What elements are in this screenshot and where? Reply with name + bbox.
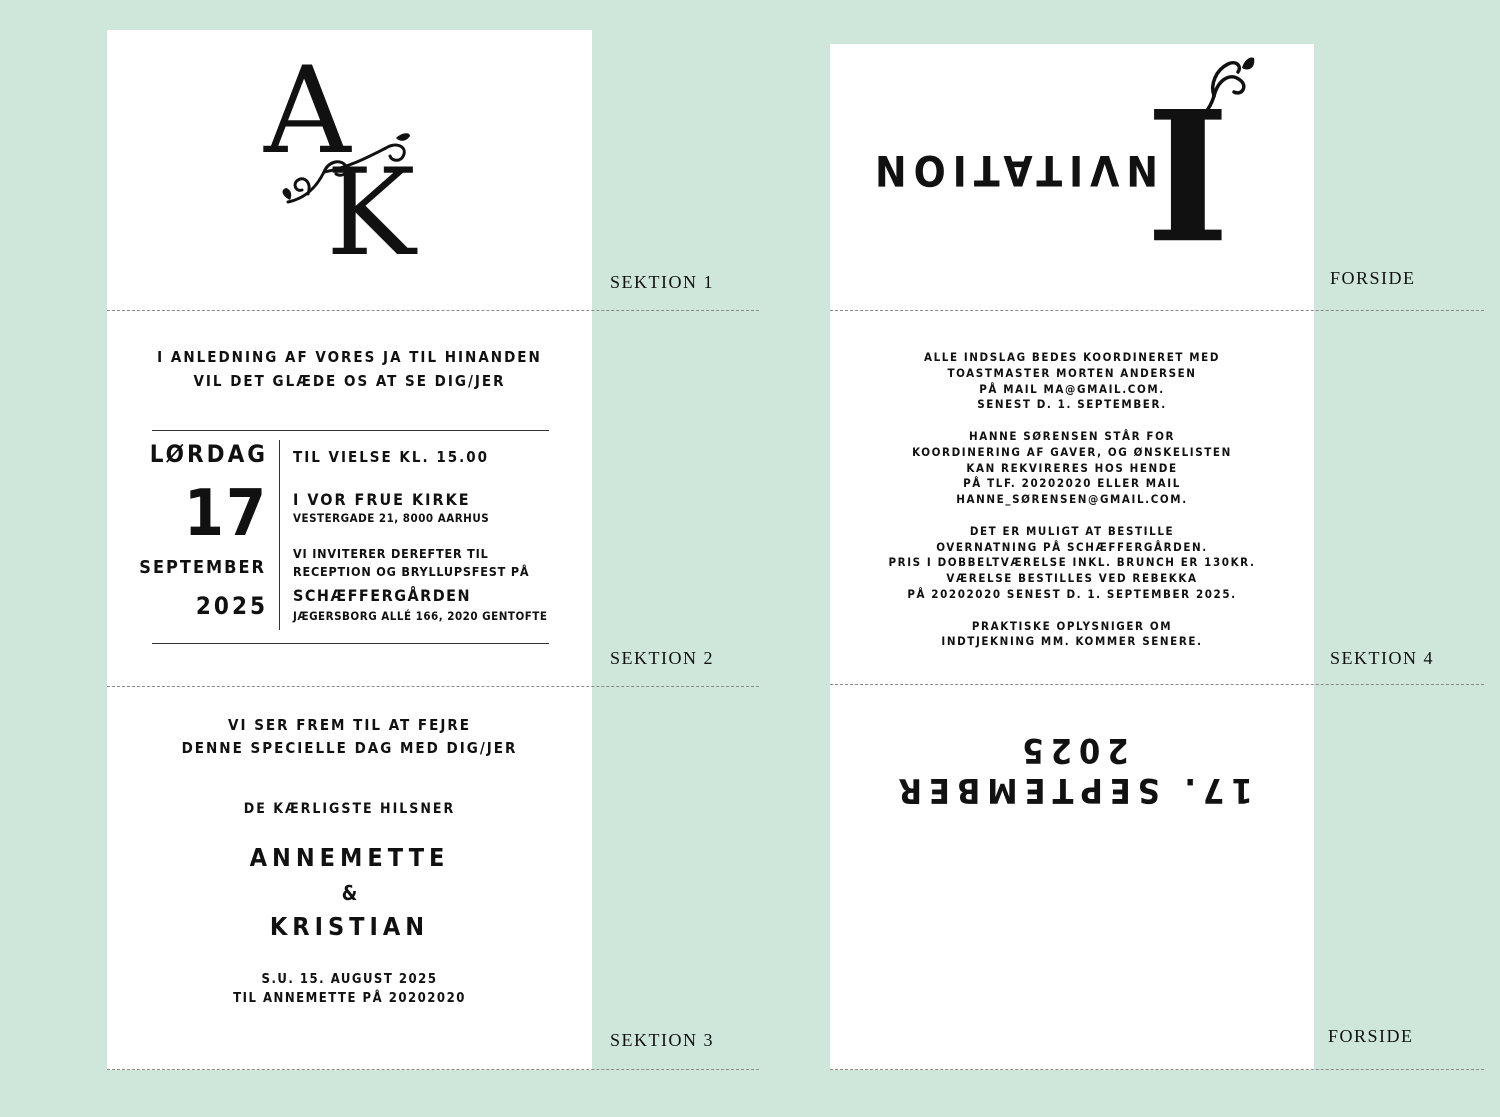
front-title-rest: NVITATION	[868, 146, 1158, 195]
fold-line-left-2	[107, 686, 759, 687]
label-forside-bottom: FORSIDE	[1328, 1026, 1414, 1046]
s4-p1-line-1: ALLE INDSLAG BEDES KOORDINERET MED	[923, 350, 1221, 364]
s4-paragraph-2	[830, 429, 1314, 508]
fold-line-left-3	[107, 1069, 759, 1070]
front-title-upside-down	[868, 60, 1290, 280]
s2-venue-name: SCHÆFFERGÅRDEN	[293, 586, 472, 605]
s2-month: SEPTEMBER	[139, 557, 266, 578]
s3-name-2: KRISTIAN	[269, 912, 430, 941]
s3-rsvp-line-1: S.U. 15. AUGUST 2025	[261, 972, 438, 987]
s4-p1-line-2: TOASTMASTER MORTEN ANDERSEN	[947, 365, 1197, 380]
s2-church-name: I VOR FRUE KIRKE	[293, 490, 471, 509]
s2-divider	[279, 440, 280, 630]
s2-top-rule	[152, 430, 549, 431]
s2-intro-line-2: VIL DET GLÆDE OS AT SE DIG/JER	[193, 372, 506, 390]
label-forside-top: FORSIDE	[1330, 268, 1416, 288]
front-date-upside-down	[830, 730, 1314, 810]
s2-day: 17	[183, 477, 268, 551]
s3-line-2: DENNE SPECIELLE DAG MED DIG/JER	[181, 739, 518, 757]
s3-rsvp-line-2: TIL ANNEMETTE PÅ 20202020	[233, 991, 466, 1006]
s2-bottom-rule	[152, 643, 549, 644]
front-date: 17. SEPTEMBER 2025	[891, 730, 1253, 810]
s3-line-1: VI SER FREM TIL AT FEJRE	[228, 716, 471, 734]
s4-paragraph-4	[830, 619, 1314, 651]
monogram-letter-a: A	[264, 42, 351, 181]
front-flourish-icon	[1180, 50, 1260, 130]
s4-p3-line-4: VÆRELSE BESTILLES VED REBEKKA	[946, 571, 1198, 586]
s4-paragraph-3	[830, 524, 1314, 603]
s2-weekday: LØRDAG	[149, 440, 268, 468]
s2-venue-address: JÆGERSBORG ALLÉ 166, 2020 GENTOFTE	[293, 609, 548, 623]
s4-p1-line-3: PÅ MAIL MA@GMAIL.COM.	[979, 381, 1165, 396]
label-sektion-4: SEKTION 4	[1330, 648, 1434, 668]
monogram-letter-k: K	[326, 144, 416, 283]
s2-church-address: VESTERGADE 21, 8000 AARHUS	[293, 511, 490, 525]
s2-year: 2025	[195, 592, 268, 620]
s4-p4-line-1: PRAKTISKE OPLYSNIGER OM	[971, 618, 1173, 633]
s2-intro-line-1: I ANLEDNING AF VORES JA TIL HINANDEN	[157, 348, 542, 366]
fold-line-right-1	[830, 310, 1484, 311]
s4-p3-line-2: OVERNATNING PÅ SCHÆFFERGÅRDEN.	[936, 539, 1208, 554]
label-sektion-1: SEKTION 1	[610, 272, 714, 292]
s2-invite-line-1: VI INVITERER DEREFTER TIL	[293, 546, 489, 561]
s4-p3-line-3: PRIS I DOBBELTVÆRELSE INKL. BRUNCH ER 130KR.	[888, 555, 1256, 570]
s4-p3-line-1: DET ER MULIGT AT BESTILLE	[969, 523, 1175, 538]
s3-name-1: ANNEMETTE	[249, 843, 450, 872]
s4-info-block	[830, 350, 1314, 666]
monogram	[260, 42, 440, 283]
s4-p2-line-4: PÅ TLF. 20202020 ELLER MAIL	[963, 476, 1181, 491]
front-title-initial: I	[1145, 66, 1230, 277]
label-sektion-2: SEKTION 2	[610, 648, 714, 668]
s4-p2-line-2: KOORDINERING AF GAVER, OG ØNSKELISTEN	[912, 444, 1232, 459]
fold-line-right-3	[830, 1069, 1484, 1070]
s3-greeting: DE KÆRLIGSTE HILSNER	[243, 801, 456, 817]
s4-p2-line-3: KAN REKVIRERES HOS HENDE	[966, 460, 1178, 475]
s2-invite-line-2: RECEPTION OG BRYLLUPSFEST PÅ	[293, 564, 530, 579]
fold-line-right-2	[830, 684, 1484, 685]
s4-p2-line-1: HANNE SØRENSEN STÅR FOR	[968, 428, 1176, 443]
s3-ampersand: &	[341, 881, 358, 905]
s4-p1-line-4: SENEST D. 1. SEPTEMBER.	[977, 397, 1167, 412]
s4-paragraph-1	[830, 350, 1314, 413]
s4-p4-line-2: INDTJEKNING MM. KOMMER SENERE.	[941, 634, 1203, 649]
fold-line-left-1	[107, 310, 759, 311]
label-sektion-3: SEKTION 3	[610, 1030, 714, 1050]
s4-p2-line-5: HANNE_SØRENSEN@GMAIL.COM.	[956, 492, 1188, 507]
s4-p3-line-5: PÅ 20202020 SENEST D. 1. SEPTEMBER 2025.	[907, 586, 1237, 601]
s2-ceremony-time: TIL VIELSE KL. 15.00	[293, 448, 489, 466]
